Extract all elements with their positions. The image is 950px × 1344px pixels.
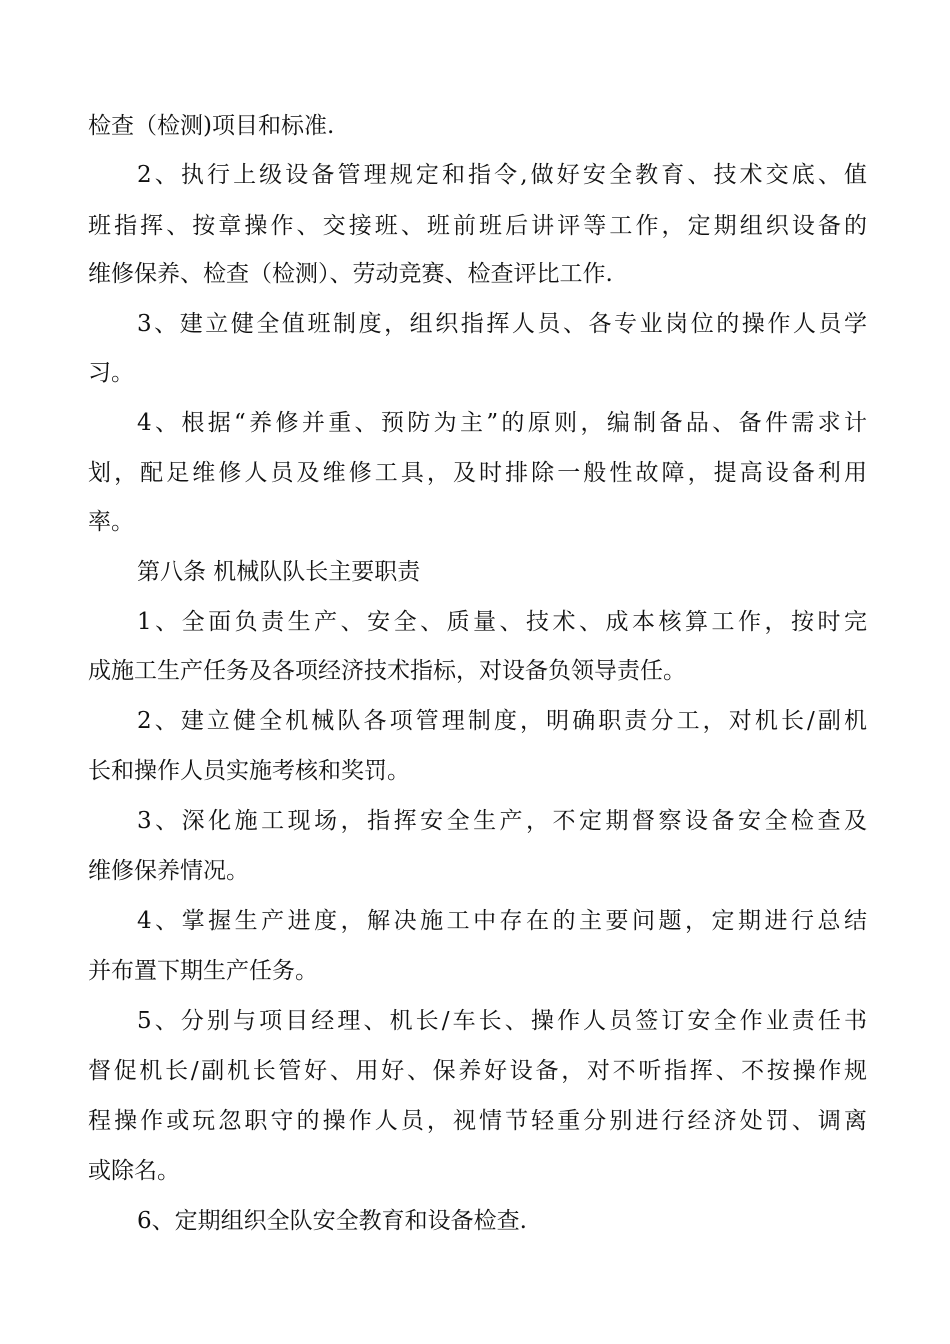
text-line: 1、全面负责生产、安全、质量、技术、成本核算工作，按时完 — [137, 609, 867, 635]
text-line: 长和操作人员实施考核和奖罚。 — [88, 758, 410, 784]
section-heading: 第八条 机械队队长主要职责 — [137, 559, 421, 585]
text-line: 或除名。 — [88, 1158, 180, 1184]
text-line: 划，配足维修人员及维修工具，及时排除一般性故障，提高设备利用 — [88, 460, 867, 486]
text-line: 3、深化施工现场，指挥安全生产，不定期督察设备安全检查及 — [137, 808, 867, 834]
text-line: 5、分别与项目经理、机长/车长、操作人员签订安全作业责任书 — [137, 1008, 867, 1034]
text-line: 督促机长/副机长管好、用好、保养好设备，对不听指挥、不按操作规 — [88, 1058, 867, 1084]
text-line: 维修保养情况。 — [88, 858, 249, 884]
text-line: 成施工生产任务及各项经济技术指标，对设备负领导责任。 — [88, 658, 686, 684]
text-line: 6、定期组织全队安全教育和设备检查. — [137, 1208, 527, 1234]
text-line: 4、掌握生产进度，解决施工中存在的主要问题，定期进行总结 — [137, 908, 867, 934]
text-line: 检查（检测)项目和标准. — [88, 113, 335, 139]
text-line: 2、建立健全机械队各项管理制度，明确职责分工，对机长/副机 — [137, 708, 867, 734]
text-line: 率。 — [88, 509, 134, 535]
text-line: 维修保养、检查（检测）、劳动竞赛、检查评比工作. — [88, 261, 613, 287]
text-line: 4、根据“养修并重、预防为主”的原则，编制备品、备件需求计 — [137, 410, 867, 436]
text-line: 习。 — [88, 360, 134, 386]
text-line: 3、建立健全值班制度，组织指挥人员、各专业岗位的操作人员学 — [137, 311, 867, 337]
text-line: 班指挥、按章操作、交接班、班前班后讲评等工作，定期组织设备的 — [88, 213, 867, 239]
text-line: 并布置下期生产任务。 — [88, 958, 318, 984]
text-line: 2、执行上级设备管理规定和指令,做好安全教育、技术交底、值 — [137, 162, 867, 188]
text-line: 程操作或玩忽职守的操作人员，视情节轻重分别进行经济处罚、调离 — [88, 1108, 867, 1134]
